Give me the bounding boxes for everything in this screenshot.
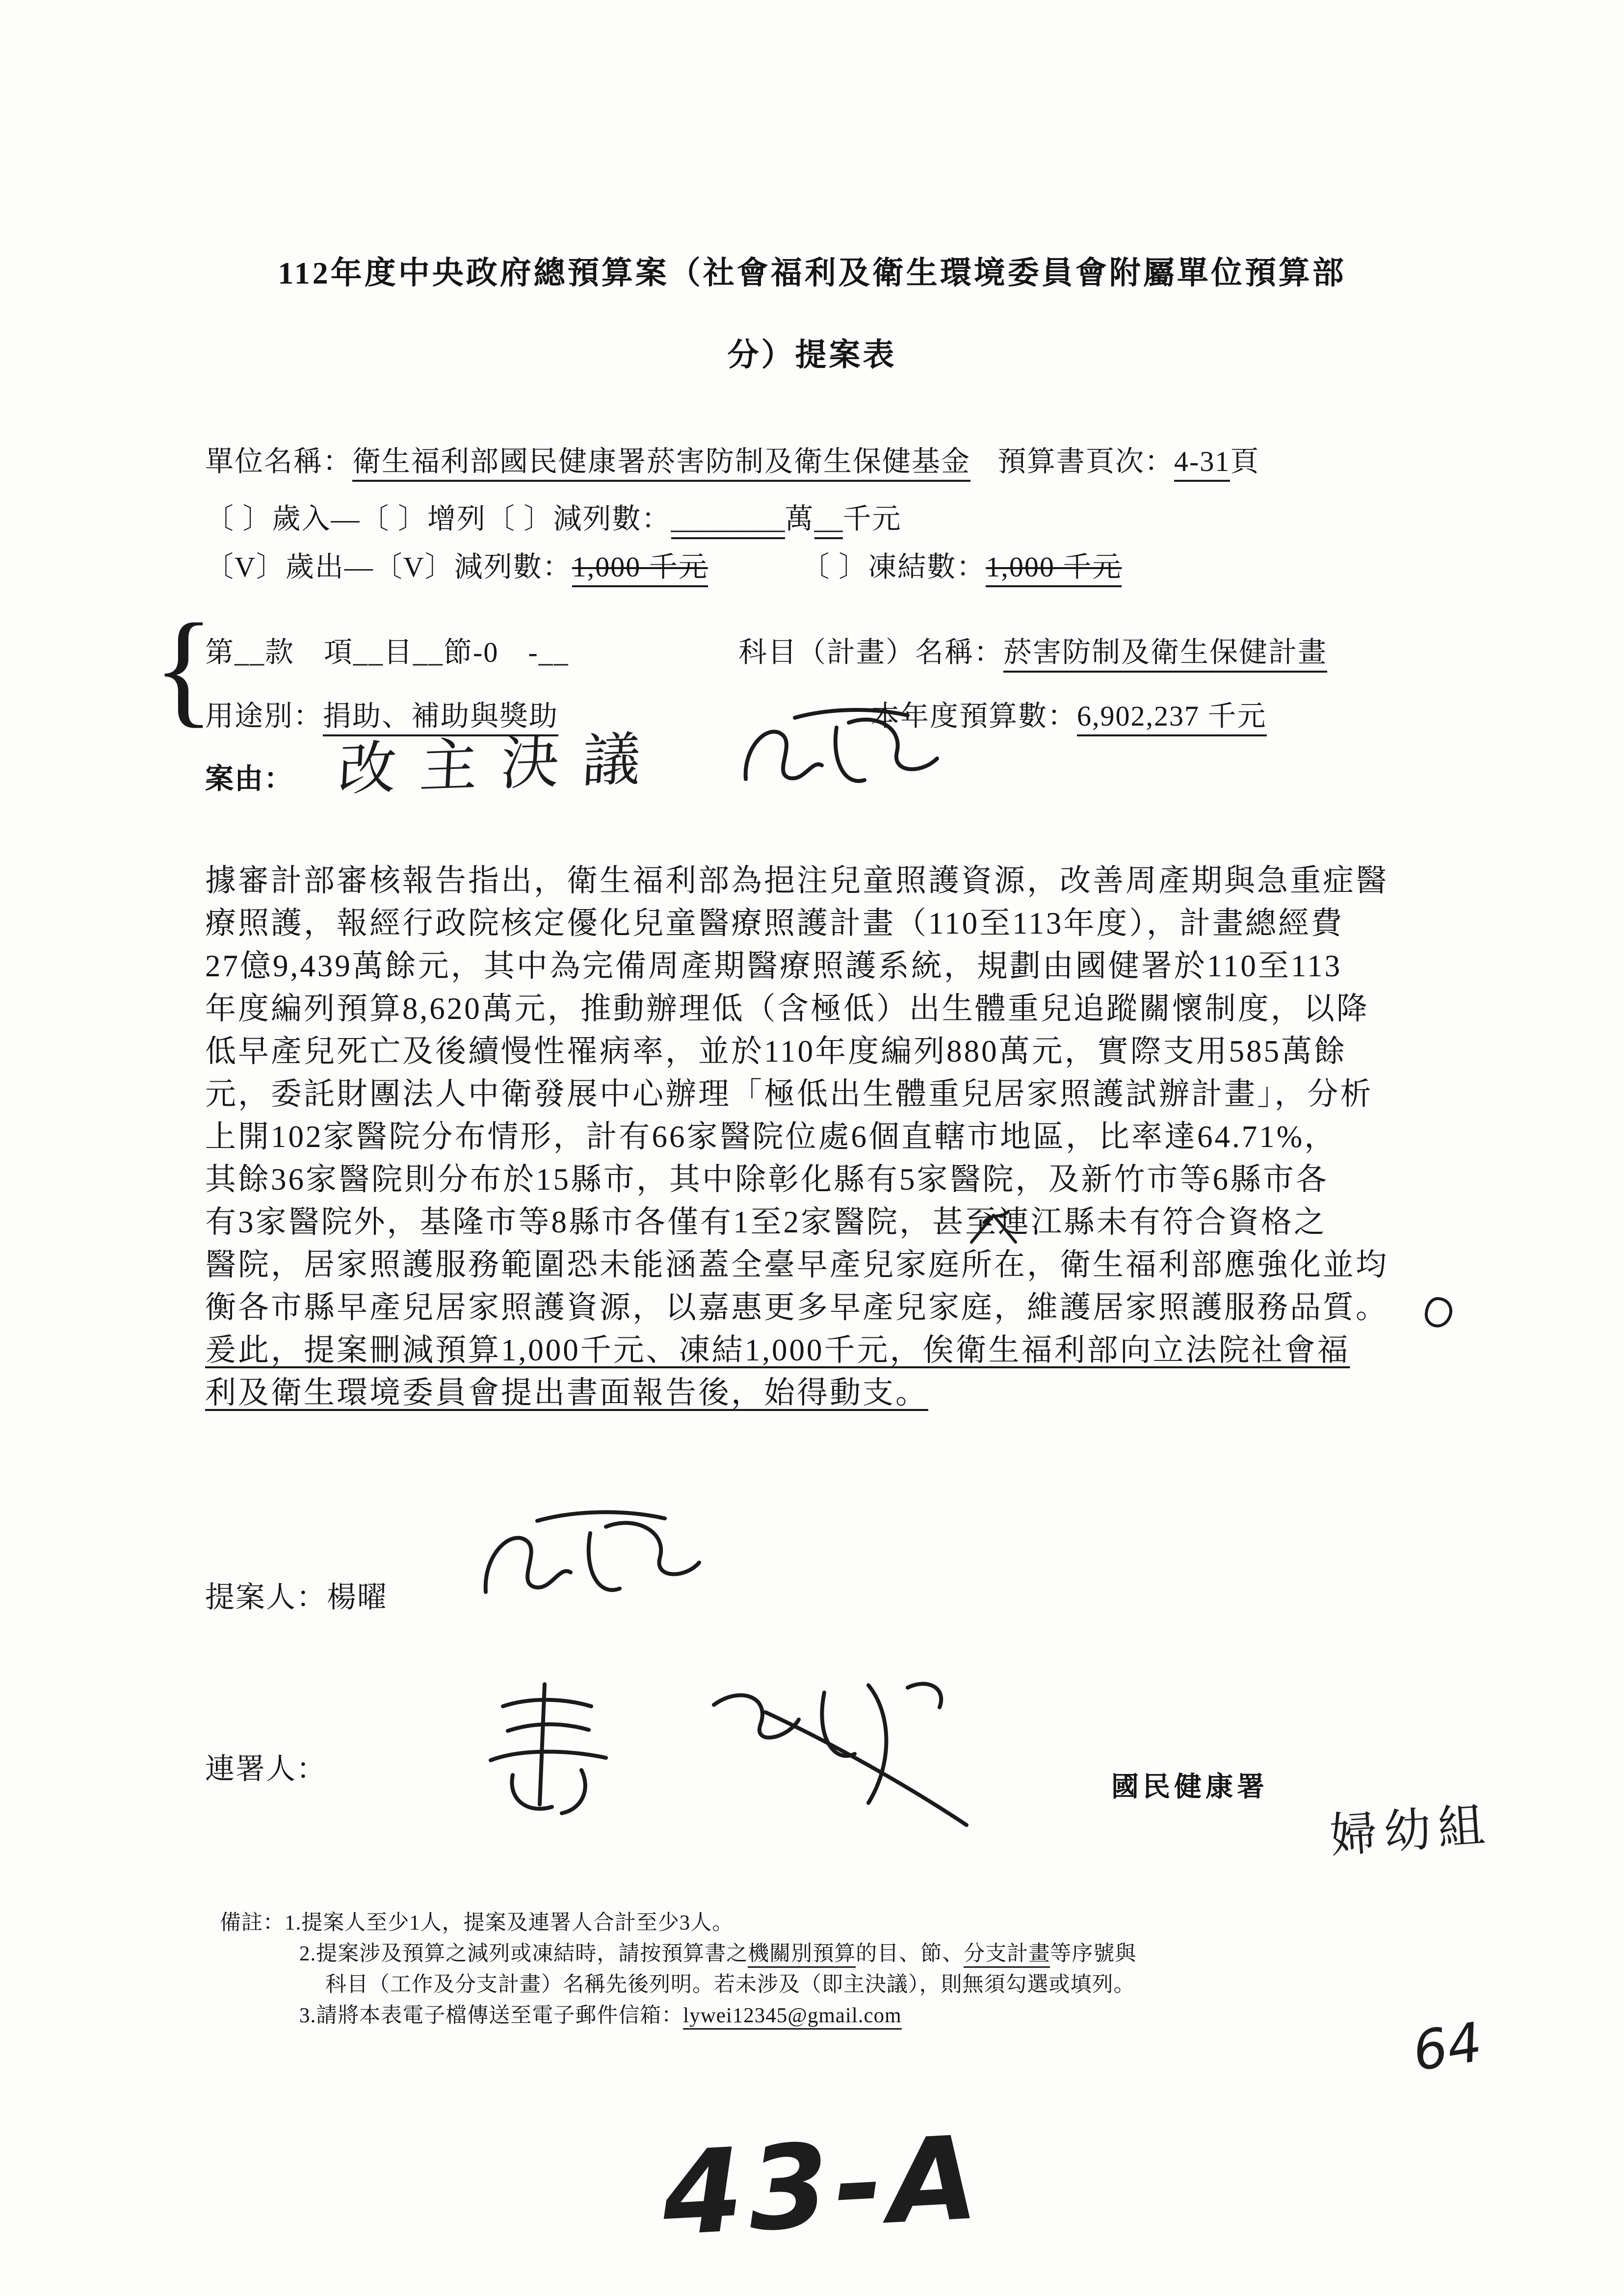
budget-page-unit: 頁 xyxy=(1230,445,1260,477)
unit-name-label: 單位名稱： xyxy=(205,445,353,477)
handwritten-page-number: 64 xyxy=(1408,2010,1487,2084)
body-line-underlined: 利及衛生環境委員會提出書面報告後，始得動支。 xyxy=(205,1376,928,1410)
proposer-name: 楊曜 xyxy=(327,1581,388,1614)
expenditure-checkbox-line: 〔V〕歲出—〔V〕減列數： xyxy=(205,551,572,583)
body-line: 元，委託財團法人中衛發展中心辦理「極低出生體重兒居家照護試辦計畫」，分析 xyxy=(205,1077,1373,1111)
note-2-seg4-underlined: 分支計畫 xyxy=(964,1942,1050,1968)
subject-row xyxy=(738,629,1327,670)
body-line: 療照護，報經行政院核定優化兒童醫療照護計畫（110至113年度），計畫總經費 xyxy=(205,906,1344,940)
note-2-line1 xyxy=(299,1938,1136,1969)
cosigner-signature-1-icon xyxy=(444,1672,655,1819)
expenditure-cut-value: 1,000 千元 xyxy=(572,551,708,587)
note-2-seg3: 的目、節、 xyxy=(856,1942,964,1965)
body-line: 27億9,439萬餘元，其中為完備周產期醫療照護系統，規劃由國健署於110至113 xyxy=(205,949,1342,983)
budget-label: 本年度預算數： xyxy=(871,700,1077,732)
unit-name-row xyxy=(205,438,1259,479)
case-signature-icon xyxy=(721,701,957,813)
freeze-value: 1,000 千元 xyxy=(986,551,1122,587)
revenue-wan-label: 萬 xyxy=(785,503,814,535)
cosigner-signature-2-icon xyxy=(672,1658,986,1835)
section-brace: { xyxy=(153,598,214,739)
body-line: 其餘36家醫院則分布於15縣市，其中除彰化縣有5家醫院，及新竹市等6縣市各 xyxy=(205,1162,1329,1197)
note-1-text: 1.提案人至少1人，提案及連署人合計至少3人。 xyxy=(285,1911,734,1934)
body-line: 衡各市縣早產兒居家照護資源，以嘉惠更多早產兒家庭，維護居家照護服務品質。 xyxy=(205,1290,1388,1325)
note-2-seg5: 等序號與 xyxy=(1050,1942,1137,1965)
cosigner-label: 連署人： xyxy=(205,1753,327,1785)
subject-label: 科目（計畫）名稱： xyxy=(738,636,1004,668)
notes-label: 備註： xyxy=(220,1911,285,1934)
revenue-row xyxy=(205,496,902,537)
budget-page-label: 預算書頁次： xyxy=(997,445,1175,477)
body-line: 據審計部審核報告指出，衛生福利部為挹注兒童照護資源，改善周產期與急重症醫 xyxy=(205,863,1388,898)
case-label: 案由： xyxy=(205,763,294,795)
clause-row xyxy=(205,629,569,670)
note-1 xyxy=(220,1907,1136,1938)
handwritten-doc-number: 43-A xyxy=(659,2111,987,2262)
revenue-blank: ________ xyxy=(671,503,785,539)
clause-blanks: 第__款 項__目__節-0 -__ xyxy=(205,636,569,668)
proposer-row xyxy=(205,1574,388,1616)
note-2-line2: 科目（工作及分支計畫）名稱先後列明。若未涉及（即主決議），則無須勾選或填列。 xyxy=(325,1973,1135,1996)
revenue-checkbox-line: 〔 〕歲入—〔 〕增列〔 〕減列數： xyxy=(205,503,671,535)
document-title-line1: 112年度中央政府總預算案（社會福利及衛生環境委員會附屬單位預算部 xyxy=(278,256,1346,290)
agency-stamp-text: 國民健康署 xyxy=(1111,1772,1268,1802)
note-3-email-underlined: lywei12345@gmail.com xyxy=(683,2004,901,2030)
handwritten-end-mark-icon xyxy=(1415,1291,1460,1335)
revenue-blank2: __ xyxy=(814,503,843,539)
revenue-unit-label: 千元 xyxy=(842,503,902,535)
usage-value: 捐助、補助與獎助 xyxy=(323,700,558,736)
body-line-underlined: 爰此，提案刪減預算1,000千元、凍結1,000千元，俟衛生福利部向立法院社會福 xyxy=(205,1333,1350,1367)
subject-value: 菸害防制及衛生保健計畫 xyxy=(1003,636,1327,673)
cosigner-row xyxy=(205,1746,327,1788)
freeze-label: 〔 〕凍結數： xyxy=(801,551,986,583)
budget-page-value: 4-31 xyxy=(1174,445,1230,482)
proposer-label: 提案人： xyxy=(205,1581,327,1614)
usage-label: 用途別： xyxy=(205,700,323,732)
note-3 xyxy=(299,2000,1136,2031)
note-2-seg2-underlined: 機關別預算 xyxy=(748,1942,856,1968)
body-line: 有3家醫院外，基隆市等8縣市各僅有1至2家醫院，甚至連江縣未有符合資格之 xyxy=(205,1205,1327,1239)
body-line: 醫院，居家照護服務範圍恐未能涵蓋全臺早產兒家庭所在，衛生福利部應強化並均 xyxy=(205,1248,1388,1282)
budget-value: 6,902,237 千元 xyxy=(1077,700,1267,736)
handwritten-caret-icon xyxy=(964,1208,1023,1247)
body-line: 年度編列預算8,620萬元，推動辦理低（含極低）出生體重兒追蹤關懷制度，以降 xyxy=(205,991,1369,1026)
expenditure-row xyxy=(205,544,1122,585)
unit-name-value: 衛生福利部國民健康署菸害防制及衛生保健基金 xyxy=(352,445,970,482)
body-line: 上開102家醫院分布情形，計有66家醫院位處6個直轄市地區，比率達64.71%， xyxy=(205,1120,1337,1154)
division-handwritten-text: 婦幼組 xyxy=(1328,1797,1494,1864)
note-3-label: 3.請將本表電子檔傳送至電子郵件信箱： xyxy=(299,2004,683,2027)
document-title-line2: 分）提案表 xyxy=(727,338,897,372)
notes-block xyxy=(220,1907,1136,2031)
case-body-paragraph xyxy=(205,860,1388,1414)
proposer-signature-icon xyxy=(459,1501,714,1624)
body-line: 低早產兒死亡及後續慢性罹病率，並於110年度編列880萬元，實際支用585萬餘 xyxy=(205,1034,1347,1069)
note-2-seg1: 2.提案涉及預算之減列或凍結時，請按預算書之 xyxy=(299,1942,748,1965)
case-handwritten-text: 改主決議 xyxy=(337,724,666,804)
